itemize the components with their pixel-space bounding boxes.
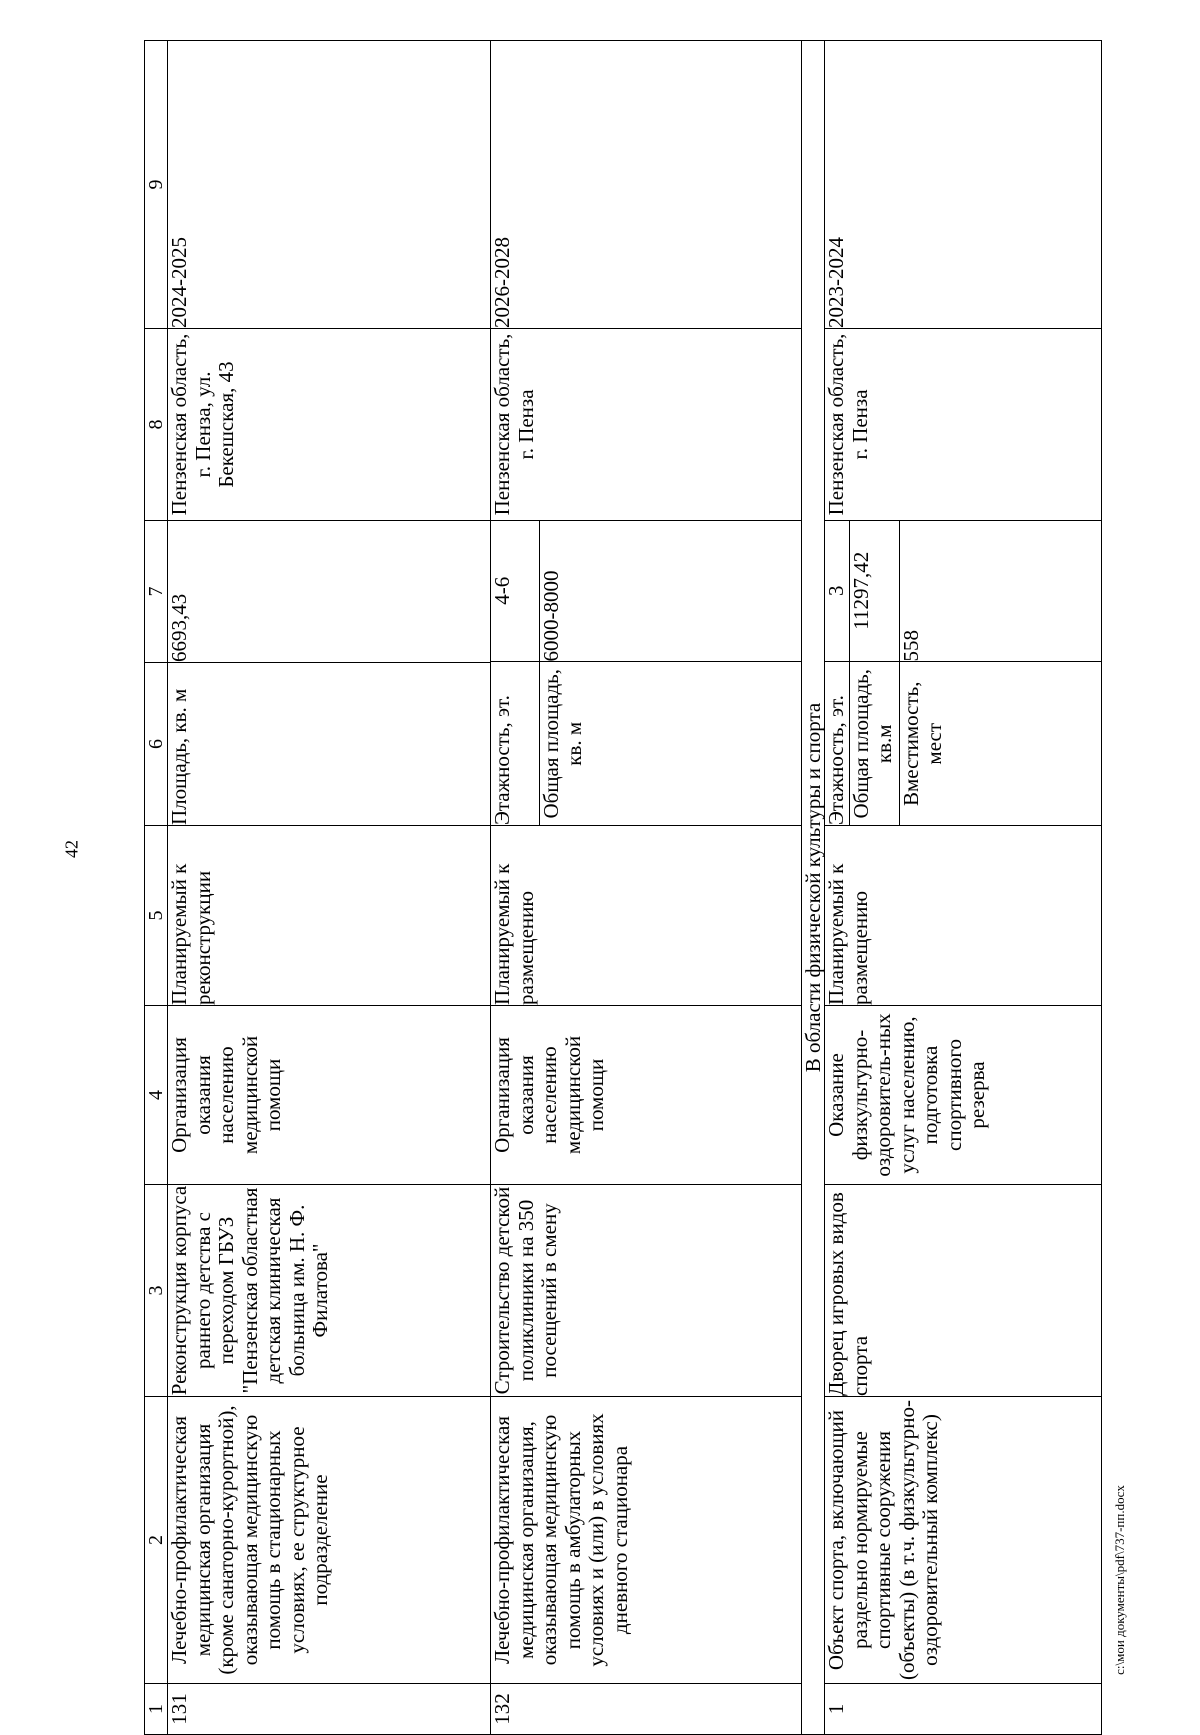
header-cell-9: 9	[145, 41, 168, 329]
header-cell-5: 5	[145, 826, 168, 1006]
object-period: 2024-2025	[168, 41, 491, 329]
characteristic-value: 4-6	[490, 576, 514, 605]
header-cell-7: 7	[145, 521, 168, 663]
page-number: 42	[61, 840, 82, 858]
section-heading-row	[802, 41, 825, 1735]
table-header-row	[145, 41, 168, 1735]
characteristic-name: Общая площадь, кв.м	[849, 662, 899, 825]
header-cell-8: 8	[145, 329, 168, 521]
row-number: 1	[825, 1684, 1102, 1735]
characteristic-name: Площадь, кв. м	[168, 663, 491, 826]
characteristics-cell	[491, 521, 802, 826]
characteristic-value: 11297,42	[849, 520, 899, 662]
characteristic-value: 6693,43	[168, 521, 491, 663]
characteristic-name: Этажность, эт.	[825, 662, 849, 825]
object-location: Пензенская область, г. Пенза	[491, 329, 802, 521]
header-cell-3: 3	[145, 1185, 168, 1397]
characteristics-cell	[825, 521, 1102, 826]
object-type: Лечебно-профилактическая медицинская организация, оказывающая медицинскую помощь в амбулаторных условиях и (или) в условиях дневного стационара	[491, 1397, 802, 1684]
object-status: Планируемый к размещению	[491, 826, 802, 1006]
footer-file-path: c:\мои документы\pdf\737-пп.docx	[1112, 1485, 1127, 1675]
characteristic-value: 3	[824, 585, 848, 596]
object-name: Дворец игровых видов спорта	[825, 1185, 1102, 1397]
header-cell-2: 2	[145, 1397, 168, 1684]
section-title: В области физической культуры и спорта	[802, 41, 825, 1735]
facilities-table	[144, 40, 1102, 1735]
header-cell-4: 4	[145, 1006, 168, 1185]
table-row-sport-1	[825, 41, 1102, 1735]
rotated-table-frame	[144, 41, 1105, 1735]
characteristic-value: 6000-8000	[539, 520, 801, 662]
header-cell-6: 6	[145, 663, 168, 826]
characteristic-name: Этажность, эт.	[491, 662, 539, 825]
object-type: Лечебно-профилактическая медицинская организация (кроме санаторно-курортной), оказывающая медицинскую помощь в стационарных условиях, ее структурное подразделение	[168, 1397, 491, 1684]
object-type: Объект спорта, включающий раздельно нормируемые спортивные сооружения (объекты) (в т.ч. физкультурно-оздоровительный комплекс)	[825, 1397, 1102, 1684]
object-period: 2023-2024	[825, 41, 1102, 329]
object-period: 2026-2028	[491, 41, 802, 329]
object-location: Пензенская область, г. Пенза	[825, 329, 1102, 521]
object-status: Планируемый к размещению	[825, 826, 1102, 1006]
object-status: Планируемый к реконструкции	[168, 826, 491, 1006]
characteristic-name: Общая площадь, кв. м	[539, 662, 801, 825]
characteristics-subtable	[825, 520, 1101, 825]
characteristics-subtable	[491, 520, 801, 825]
object-name: Реконструкция корпуса раннего детства с переходом ГБУЗ "Пензенская областная детская клиническая больница им. Н. Ф. Филатова"	[168, 1185, 491, 1397]
object-purpose: Оказание физкультурно-оздоровитель-ных услуг населению, подготовка спортивного резерва	[825, 1006, 1102, 1185]
row-number: 132	[491, 1684, 802, 1735]
object-purpose: Организация оказания населению медицинской помощи	[491, 1006, 802, 1185]
table-row-131	[168, 41, 491, 1735]
object-purpose: Организация оказания населению медицинской помощи	[168, 1006, 491, 1185]
characteristic-value: 558	[899, 520, 1101, 662]
object-location: Пензенская область, г. Пенза, ул. Бекешская, 43	[168, 329, 491, 521]
header-cell-1: 1	[145, 1684, 168, 1735]
table-row-132	[491, 41, 802, 1735]
characteristic-name: Вместимость, мест	[899, 662, 1101, 825]
row-number: 131	[168, 1684, 491, 1735]
object-name: Строительство детской поликлиники на 350 посещений в смену	[491, 1185, 802, 1397]
